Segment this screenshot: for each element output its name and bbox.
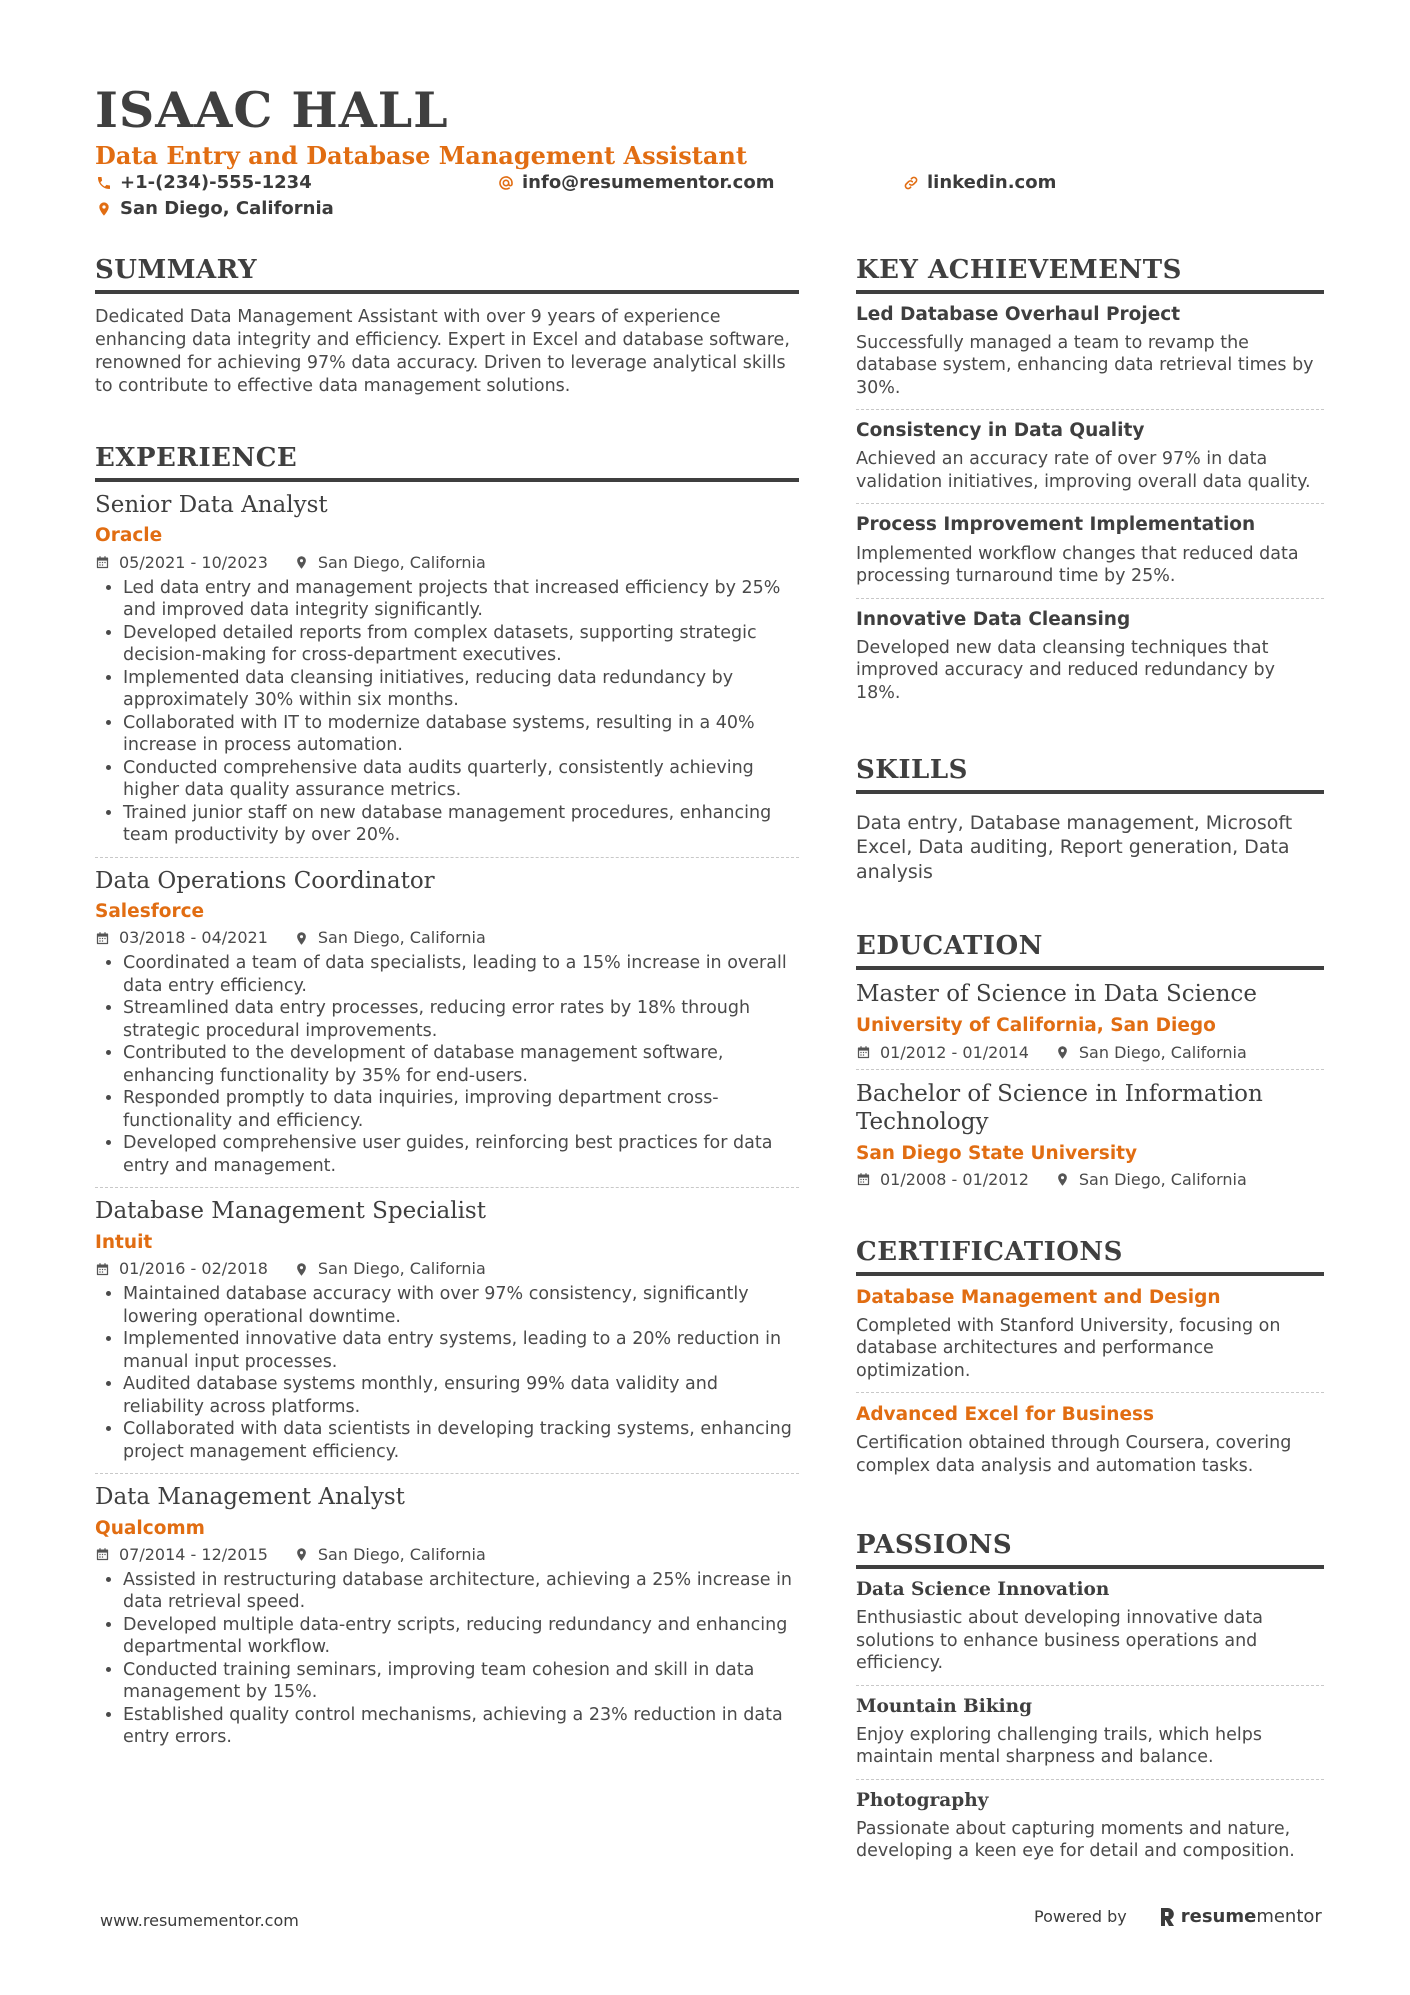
location <box>294 1544 486 1564</box>
candidate-name: ISAAC HALL <box>95 81 449 139</box>
summary-title: SUMMARY <box>95 256 799 294</box>
summary-section <box>95 256 799 398</box>
degree-title: Master of Science in Data Science <box>856 981 1257 1008</box>
footer-branding <box>1034 1906 1322 1927</box>
date-location-row <box>95 1261 799 1277</box>
degree-title: Bachelor of Science in Information Technology <box>856 1080 1263 1135</box>
bullet-item: • Streamlined data entry processes, reducing error rates by 18% through strategic procedural improvements. <box>123 997 799 1042</box>
candidate-headline: Data Entry and Database Management Assistant <box>95 141 747 170</box>
bullet-item: • Established quality control mechanisms, achieving a 23% reduction in data entry errors. <box>123 1704 799 1749</box>
location-text: San Diego, California <box>1078 1042 1247 1062</box>
education-title: EDUCATION <box>856 932 1324 970</box>
date-location-row <box>856 1042 1324 1062</box>
bullet-item: • Implemented innovative data entry systems, leading to a 20% reduction in manual input processes. <box>123 1328 799 1373</box>
achievements-list <box>856 294 1324 714</box>
achievement-description: Achieved an accuracy rate of over 97% in data validation initiatives, improving overall data quality. <box>856 449 1311 492</box>
footer-website[interactable]: www.resumementor.com <box>100 1911 299 1930</box>
map-pin-icon <box>294 1547 309 1562</box>
achievement-title: Led Database Overhaul Project <box>856 303 1181 325</box>
linkedin-text: linkedin.com <box>927 172 1057 193</box>
location-text: San Diego, California <box>317 928 486 948</box>
contact-phone <box>96 174 312 192</box>
achievements-title: KEY ACHIEVEMENTS <box>856 256 1324 294</box>
location <box>1055 1169 1247 1189</box>
bullet-item: • Assisted in restructuring database architecture, achieving a 25% increase in data retrieval speed. <box>123 1569 799 1614</box>
passion-description: Enthusiastic about developing innovative data solutions to enhance business operations and efficiency. <box>856 1608 1263 1674</box>
location <box>294 1261 486 1277</box>
bullet-item: • Collaborated with data scientists in developing tracking systems, enhancing project management efficiency. <box>123 1418 799 1463</box>
job-entry <box>95 1188 799 1474</box>
brand-part-2: mentor <box>1256 1906 1322 1927</box>
education-item <box>856 970 1324 1069</box>
link-icon <box>903 175 919 191</box>
location <box>294 552 486 572</box>
right-column <box>856 256 1324 1911</box>
date-range <box>95 930 268 946</box>
bullet-item: • Audited database systems monthly, ensuring 99% data validity and reliability across platforms. <box>123 1373 799 1418</box>
location <box>294 930 486 946</box>
education-section <box>856 932 1324 1195</box>
map-pin-icon <box>96 201 112 217</box>
bullet-item: • Trained junior staff on new database management procedures, enhancing team productivity by over 20%. <box>123 802 799 847</box>
job-title: Senior Data Analyst <box>95 491 328 518</box>
achievement-item <box>856 410 1324 504</box>
certification-item <box>856 1276 1324 1394</box>
achievement-item <box>856 599 1324 715</box>
achievement-description: Developed new data cleansing techniques that improved accuracy and reduced redundancy by 18%. <box>856 637 1275 703</box>
experience-section <box>95 444 799 1759</box>
bullet-item: • Developed multiple data-entry scripts, reducing redundancy and enhancing departmental workflow. <box>123 1614 799 1659</box>
resumementor-logo-icon <box>1159 1907 1175 1927</box>
contact-email[interactable] <box>498 174 774 192</box>
certification-title: Database Management and Design <box>856 1286 1221 1308</box>
passions-section <box>856 1531 1324 1873</box>
passion-item <box>856 1780 1324 1873</box>
experience-title: EXPERIENCE <box>95 444 799 482</box>
company-name: Intuit <box>95 1231 153 1253</box>
phone-text: +1-(234)-555-1234 <box>120 172 312 193</box>
date-location-row <box>95 552 799 572</box>
passions-title: PASSIONS <box>856 1531 1324 1569</box>
achievements-section <box>856 256 1324 714</box>
bullet-item: • Maintained database accuracy with over 97% consistency, significantly lowering operational downtime. <box>123 1283 799 1328</box>
achievement-description: Successfully managed a team to revamp the database system, enhancing data retrieval times by 30%. <box>856 332 1314 398</box>
map-pin-icon <box>1055 1172 1070 1187</box>
school-name: San Diego State University <box>856 1142 1138 1164</box>
bullet-item: • Implemented data cleansing initiatives, reducing data redundancy by approximately 30% within six months. <box>123 667 799 712</box>
achievement-item <box>856 504 1324 598</box>
passion-description: Enjoy exploring challenging trails, which helps maintain mental sharpness and balance. <box>856 1724 1262 1768</box>
date-range <box>856 1042 1029 1062</box>
passion-title: Data Science Innovation <box>856 1579 1110 1601</box>
date-text: 01/2012 - 01/2014 <box>880 1042 1029 1062</box>
achievement-title: Innovative Data Cleansing <box>856 608 1131 630</box>
bullet-item: • Contributed to the development of database management software, enhancing functionality by 35% for end-users. <box>123 1042 799 1087</box>
passion-item <box>856 1569 1324 1686</box>
education-item <box>856 1070 1324 1196</box>
map-pin-icon <box>1055 1045 1070 1060</box>
map-pin-icon <box>294 931 309 946</box>
date-range <box>95 552 268 572</box>
achievement-title: Process Improvement Implementation <box>856 514 1256 536</box>
job-bullets <box>95 1569 799 1749</box>
job-bullets <box>95 577 799 847</box>
achievement-item <box>856 294 1324 411</box>
passion-title: Photography <box>856 1789 989 1811</box>
certifications-list <box>856 1276 1324 1488</box>
education-list <box>856 970 1324 1195</box>
date-text: 07/2014 - 12/2015 <box>119 1544 268 1564</box>
calendar-icon <box>95 555 110 570</box>
location-text: San Diego, California <box>317 1544 486 1564</box>
job-title: Data Operations Coordinator <box>95 867 435 894</box>
bullet-item: • Coordinated a team of data specialists, leading to a 15% increase in overall data entry efficiency. <box>123 952 799 997</box>
job-entry <box>95 858 799 1189</box>
location-text: San Diego, California <box>317 552 486 572</box>
calendar-icon <box>856 1045 871 1060</box>
date-location-row <box>95 930 799 946</box>
powered-by-text: Powered by <box>1034 1907 1127 1926</box>
job-bullets <box>95 952 799 1177</box>
date-range <box>95 1544 268 1564</box>
date-text: 05/2021 - 10/2023 <box>119 552 268 572</box>
location-text: San Diego, California <box>1078 1169 1247 1189</box>
calendar-icon <box>856 1172 871 1187</box>
calendar-icon <box>95 931 110 946</box>
contact-linkedin[interactable] <box>903 174 1056 192</box>
date-location-row <box>856 1169 1324 1189</box>
company-name: Oracle <box>95 525 163 547</box>
date-text: 01/2008 - 01/2012 <box>880 1169 1029 1189</box>
experience-list <box>95 482 799 1759</box>
company-name: Salesforce <box>95 901 205 923</box>
bullet-item: • Led data entry and management projects that increased efficiency by 25% and improved data integrity significantly. <box>123 577 799 622</box>
certification-title: Advanced Excel for Business <box>856 1404 1155 1426</box>
location <box>1055 1042 1247 1062</box>
summary-text: Dedicated Data Management Assistant with over 9 years of experience enhancing data integrity and efficiency. Expert in Excel and database software, renowned for achieving 97% data accuracy. Driven to leverage analytical skills to contribute to effective data management solutions. <box>95 306 790 396</box>
job-entry <box>95 1474 799 1759</box>
bullet-item: • Responded promptly to data inquiries, improving department cross-functionality and efficiency. <box>123 1087 799 1132</box>
brand-logo[interactable] <box>1159 1906 1322 1927</box>
skills-title: SKILLS <box>856 756 1324 794</box>
date-range <box>95 1261 268 1277</box>
skills-section <box>856 756 1324 884</box>
school-name: University of California, San Diego <box>856 1015 1216 1037</box>
certifications-section <box>856 1238 1324 1487</box>
job-bullets <box>95 1283 799 1463</box>
bullet-item: • Collaborated with IT to modernize database systems, resulting in a 40% increase in process automation. <box>123 712 799 757</box>
date-text: 03/2018 - 04/2021 <box>119 928 268 948</box>
certification-item <box>856 1393 1324 1487</box>
achievement-title: Consistency in Data Quality <box>856 420 1145 442</box>
map-pin-icon <box>294 1262 309 1277</box>
calendar-icon <box>95 1262 110 1277</box>
email-text: info@resumementor.com <box>522 172 775 193</box>
contact-location <box>96 200 334 218</box>
job-entry <box>95 482 799 858</box>
calendar-icon <box>95 1547 110 1562</box>
passion-title: Mountain Biking <box>856 1695 1033 1717</box>
date-range <box>856 1169 1029 1189</box>
job-title: Data Management Analyst <box>95 1484 405 1511</box>
phone-icon <box>96 175 112 191</box>
map-pin-icon <box>294 555 309 570</box>
location-text: San Diego, California <box>317 1259 486 1279</box>
passion-description: Passionate about capturing moments and nature, developing a keen eye for detail and composition. <box>856 1818 1295 1862</box>
bullet-item: • Developed comprehensive user guides, reinforcing best practices for data entry and management. <box>123 1132 799 1177</box>
job-title: Database Management Specialist <box>95 1198 486 1225</box>
bullet-item: • Conducted training seminars, improving team cohesion and skill in data management by 15%. <box>123 1659 799 1704</box>
company-name: Qualcomm <box>95 1517 205 1539</box>
bullet-item: • Conducted comprehensive data audits quarterly, consistently achieving higher data quality assurance metrics. <box>123 757 799 802</box>
date-location-row <box>95 1544 799 1564</box>
left-column <box>95 256 799 1797</box>
bullet-item: • Developed detailed reports from complex datasets, supporting strategic decision-making for cross-department executives. <box>123 622 799 667</box>
passions-list <box>856 1569 1324 1873</box>
passion-item <box>856 1686 1324 1780</box>
skills-text: Data entry, Database management, Microsoft Excel, Data auditing, Report generation, Data analysis <box>856 811 1293 883</box>
brand-part-1: resume <box>1180 1906 1257 1927</box>
certification-description: Certification obtained through Coursera, covering complex data analysis and automation tasks. <box>856 1433 1292 1476</box>
at-icon <box>498 175 514 191</box>
certifications-title: CERTIFICATIONS <box>856 1238 1324 1276</box>
certification-description: Completed with Stanford University, focusing on database architectures and performance optimization. <box>856 1315 1281 1381</box>
date-text: 01/2016 - 02/2018 <box>119 1259 268 1279</box>
location-text: San Diego, California <box>120 198 334 219</box>
achievement-description: Implemented workflow changes that reduced data processing turnaround time by 25%. <box>856 543 1299 587</box>
